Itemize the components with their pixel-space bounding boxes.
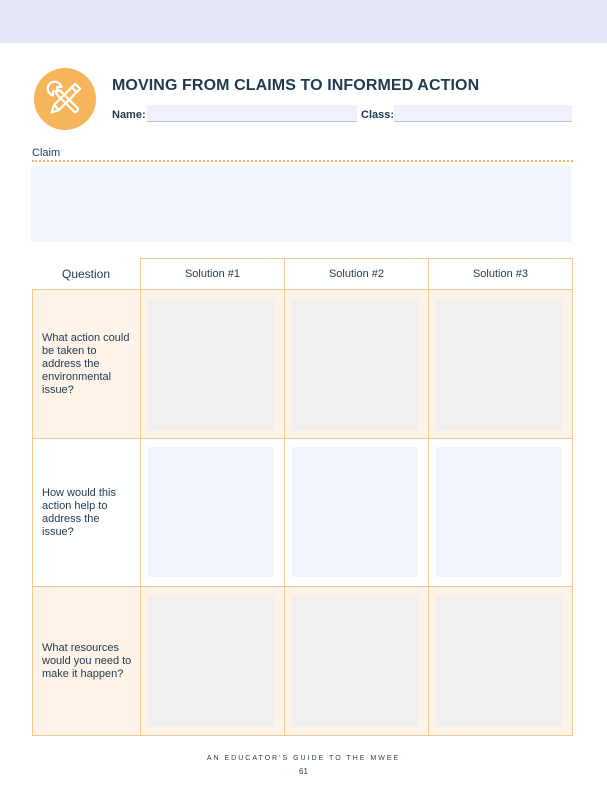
- header-solution-3: Solution #3: [428, 258, 573, 290]
- header-solution-1: Solution #1: [140, 258, 285, 290]
- class-label: Class:: [361, 109, 395, 121]
- question-text: What resources would you need to make it happen?: [42, 641, 132, 680]
- answer-cell: [140, 438, 285, 587]
- answer-field[interactable]: [292, 300, 418, 430]
- claim-divider: [32, 160, 573, 162]
- answer-cell: [428, 438, 573, 587]
- question-cell: [32, 586, 141, 736]
- answer-field[interactable]: [292, 596, 418, 726]
- answer-field[interactable]: [292, 447, 418, 577]
- answer-field[interactable]: [436, 596, 562, 726]
- class-field[interactable]: [394, 105, 572, 122]
- question-text: What action could be taken to address the environmental issue?: [42, 331, 130, 396]
- answer-field[interactable]: [436, 300, 562, 430]
- question-cell: [32, 438, 141, 587]
- answer-field[interactable]: [148, 596, 274, 726]
- answer-cell: [284, 438, 429, 587]
- name-field[interactable]: [147, 105, 357, 122]
- answer-field[interactable]: [148, 300, 274, 430]
- claim-field[interactable]: [31, 166, 571, 242]
- answer-field[interactable]: [148, 447, 274, 577]
- answer-field[interactable]: [436, 447, 562, 577]
- header-solution-2: Solution #2: [284, 258, 429, 290]
- top-band: [0, 0, 607, 43]
- header-question: Question: [61, 267, 111, 281]
- answer-cell: [140, 289, 285, 439]
- solutions-table: [32, 258, 573, 736]
- claim-label: Claim: [32, 147, 61, 159]
- question-cell: [32, 289, 141, 439]
- answer-cell: [428, 586, 573, 736]
- answer-cell: [284, 289, 429, 439]
- answer-cell: [428, 289, 573, 439]
- page-title: MOVING FROM CLAIMS TO INFORMED ACTION: [112, 77, 480, 94]
- answer-cell: [284, 586, 429, 736]
- page-number: 61: [299, 767, 308, 776]
- question-text: How would this action help to address the issue?: [42, 486, 116, 538]
- footer-text: AN EDUCATOR'S GUIDE TO THE MWEE: [206, 755, 401, 762]
- logo: [34, 68, 96, 130]
- answer-cell: [140, 586, 285, 736]
- name-label: Name:: [112, 109, 146, 121]
- wrench-pencil-icon: [34, 68, 96, 130]
